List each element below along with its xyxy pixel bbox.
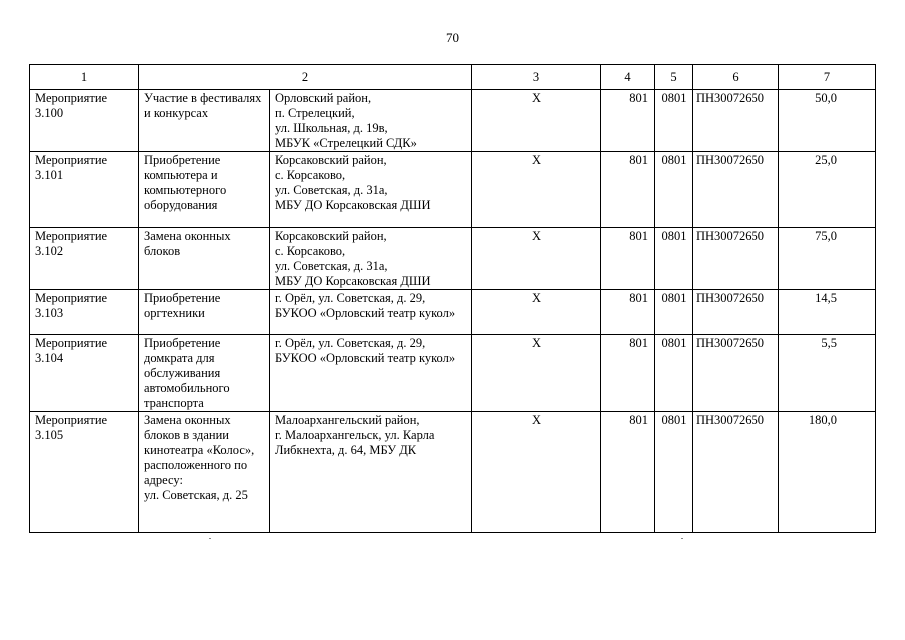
budget-table	[29, 64, 876, 533]
scan-speck	[209, 538, 211, 539]
page-number: 70	[446, 30, 459, 45]
location-cell: Малоархангельский район, г. Малоархангельск, ул. Карла Либкнехта, д. 64, МБУ ДК	[270, 412, 472, 533]
col7-cell: 5,5	[779, 335, 876, 412]
col6-cell: ПН30072650	[693, 290, 779, 335]
name-cell: Замена оконных блоков в здании кинотеатра «Колос», расположенного по адресу: ул. Советская, д. 25	[139, 412, 270, 533]
name-cell: Участие в фестивалях и конкурсах	[139, 90, 270, 152]
col6-cell: ПН30072650	[693, 228, 779, 290]
col6-cell: ПН30072650	[693, 90, 779, 152]
table-row	[30, 290, 876, 335]
col7-cell: 50,0	[779, 90, 876, 152]
table-row	[30, 90, 876, 152]
event-cell: Мероприятие 3.101	[30, 152, 139, 228]
col-header-6: 6	[693, 65, 779, 90]
col5-cell: 0801	[655, 90, 693, 152]
col6-cell: ПН30072650	[693, 412, 779, 533]
col4-cell: 801	[601, 90, 655, 152]
col-header-2: 2	[139, 65, 472, 90]
col3-cell: Х	[472, 152, 601, 228]
event-cell: Мероприятие 3.103	[30, 290, 139, 335]
col4-cell: 801	[601, 290, 655, 335]
col5-cell: 0801	[655, 412, 693, 533]
col4-cell: 801	[601, 335, 655, 412]
col7-cell: 25,0	[779, 152, 876, 228]
table-row	[30, 412, 876, 533]
col-header-5: 5	[655, 65, 693, 90]
scan-speck	[681, 538, 683, 539]
header-row	[30, 65, 876, 90]
table-row	[30, 152, 876, 228]
name-cell: Приобретение компьютера и компьютерного оборудования	[139, 152, 270, 228]
col4-cell: 801	[601, 152, 655, 228]
col5-cell: 0801	[655, 335, 693, 412]
col3-cell: Х	[472, 90, 601, 152]
location-cell: Корсаковский район, с. Корсаково, ул. Советская, д. 31а, МБУ ДО Корсаковская ДШИ	[270, 152, 472, 228]
location-cell: Орловский район, п. Стрелецкий, ул. Школьная, д. 19в, МБУК «Стрелецкий СДК»	[270, 90, 472, 152]
col7-cell: 75,0	[779, 228, 876, 290]
event-cell: Мероприятие 3.102	[30, 228, 139, 290]
col-header-4: 4	[601, 65, 655, 90]
col5-cell: 0801	[655, 152, 693, 228]
table-row	[30, 335, 876, 412]
col-header-3: 3	[472, 65, 601, 90]
col3-cell: Х	[472, 228, 601, 290]
col7-cell: 14,5	[779, 290, 876, 335]
col4-cell: 801	[601, 228, 655, 290]
col-header-1: 1	[30, 65, 139, 90]
location-cell: Корсаковский район, с. Корсаково, ул. Советская, д. 31а, МБУ ДО Корсаковская ДШИ	[270, 228, 472, 290]
location-cell: г. Орёл, ул. Советская, д. 29, БУКОО «Орловский театр кукол»	[270, 290, 472, 335]
col6-cell: ПН30072650	[693, 152, 779, 228]
name-cell: Замена оконных блоков	[139, 228, 270, 290]
event-cell: Мероприятие 3.104	[30, 335, 139, 412]
event-cell: Мероприятие 3.105	[30, 412, 139, 533]
name-cell: Приобретение домкрата для обслуживания автомобильного транспорта	[139, 335, 270, 412]
event-cell: Мероприятие 3.100	[30, 90, 139, 152]
col6-cell: ПН30072650	[693, 335, 779, 412]
location-cell: г. Орёл, ул. Советская, д. 29, БУКОО «Орловский театр кукол»	[270, 335, 472, 412]
col-header-7: 7	[779, 65, 876, 90]
col3-cell: Х	[472, 290, 601, 335]
col3-cell: Х	[472, 412, 601, 533]
col4-cell: 801	[601, 412, 655, 533]
col3-cell: Х	[472, 335, 601, 412]
name-cell: Приобретение оргтехники	[139, 290, 270, 335]
table-row	[30, 228, 876, 290]
col5-cell: 0801	[655, 290, 693, 335]
col7-cell: 180,0	[779, 412, 876, 533]
col5-cell: 0801	[655, 228, 693, 290]
